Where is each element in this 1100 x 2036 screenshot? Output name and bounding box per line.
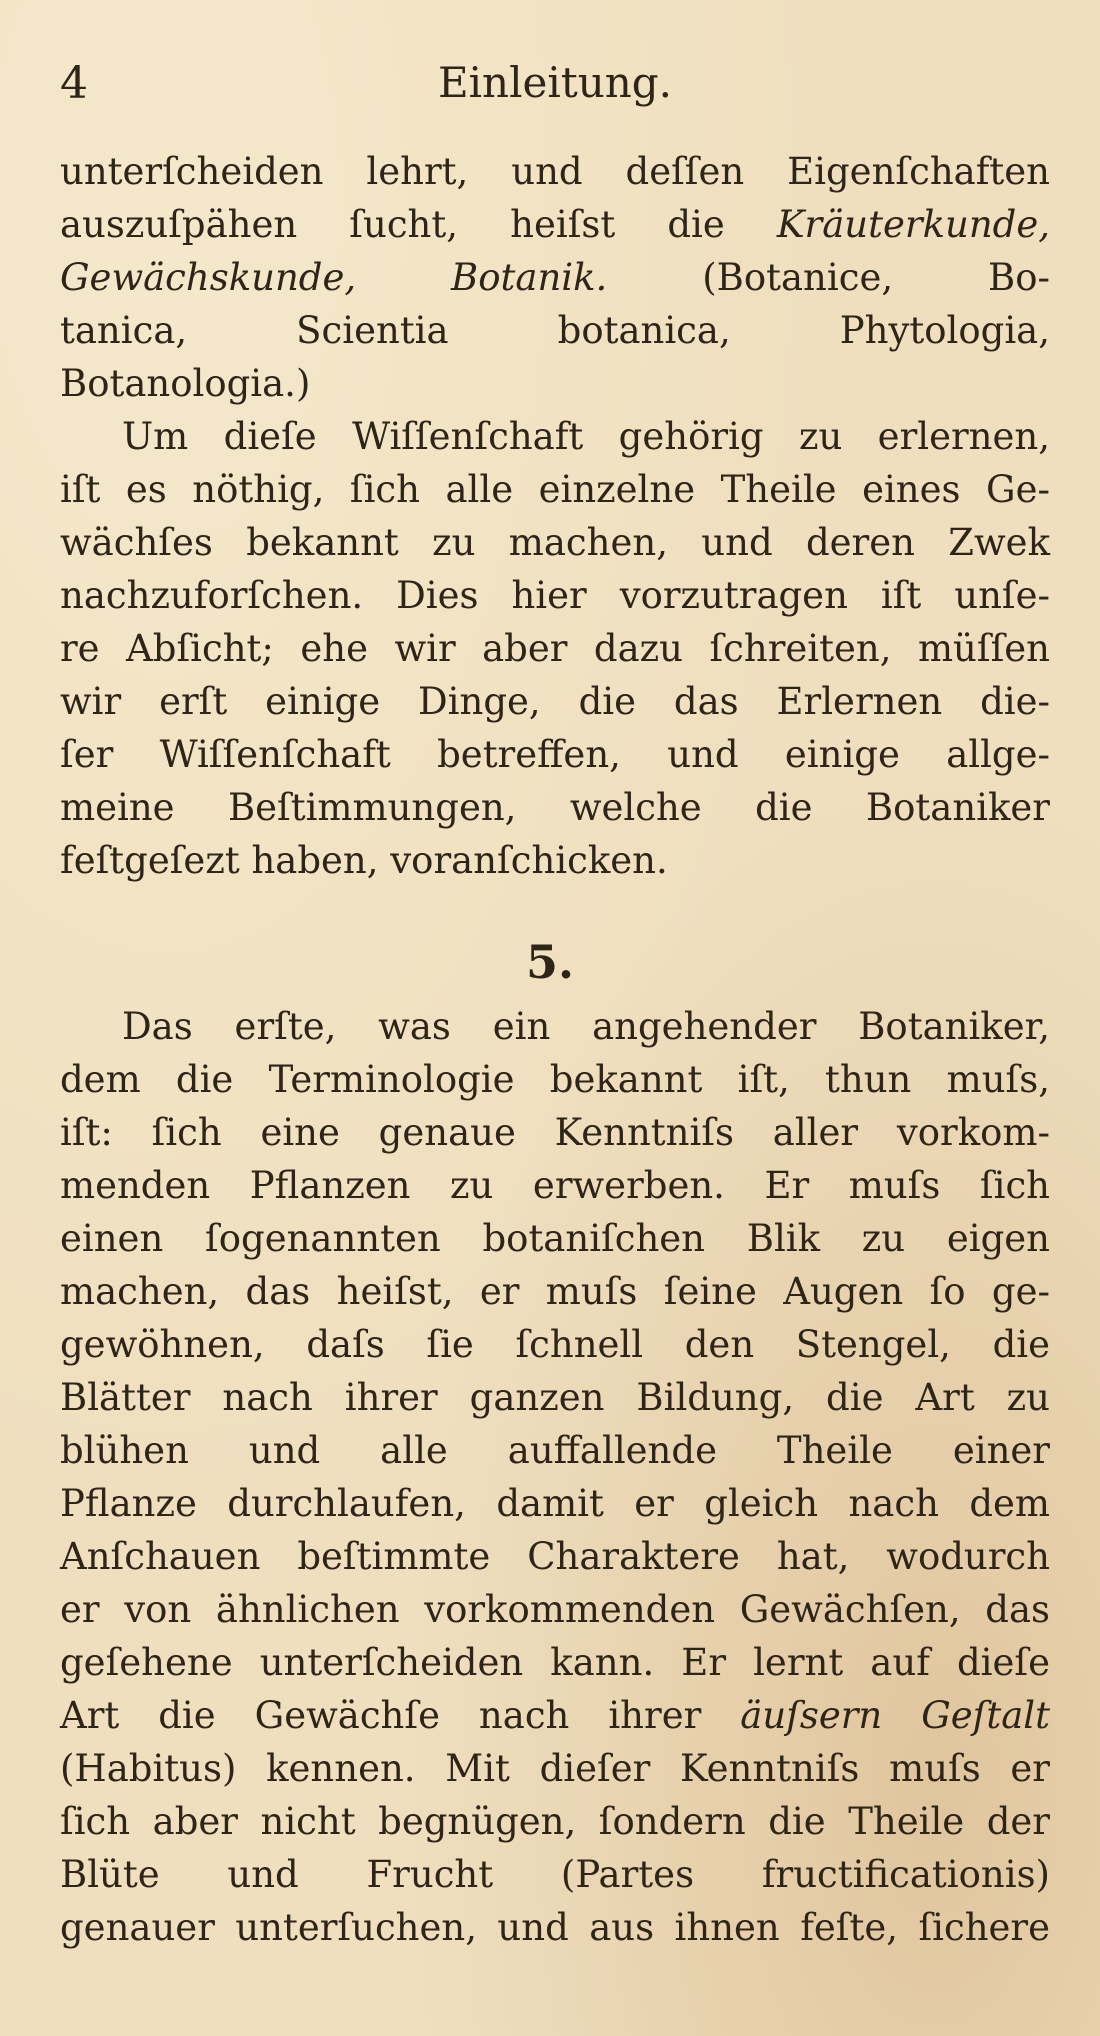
text-line: Anſchauen beſtimmte Charaktere hat, wodurch [60, 1535, 1050, 1578]
text-line: menden Pflanzen zu erwerben. Er muſs ſich [60, 1164, 1050, 1207]
text-line: unterſcheiden lehrt, und deſſen Eigenſchaften [60, 150, 1050, 193]
text-line: Das erſte, was ein angehender Botaniker, [122, 1005, 1050, 1048]
text-line: genauer unterſuchen, und aus ihnen feſte, ſichere [60, 1906, 1050, 1949]
text-line: (Habitus) kennen. Mit dieſer Kenntniſs muſs er [60, 1747, 1050, 1790]
text-line: Blätter nach ihrer ganzen Bildung, die Art zu [60, 1376, 1050, 1419]
section-number: 5. [525, 935, 575, 989]
page-number: 4 [60, 58, 88, 109]
text-line: tanica, Scientia botanica, Phytologia, [60, 309, 1050, 352]
text-line: wächſes bekannt zu machen, und deren Zwek [60, 521, 1050, 564]
text-line: geſehene unterſcheiden kann. Er lernt auf dieſe [60, 1641, 1050, 1684]
text-line: nachzuforſchen. Dies hier vorzutragen iſt unſe- [60, 574, 1050, 617]
text-line: re Abſicht; ehe wir aber dazu ſchreiten, müſſen [60, 627, 1050, 670]
text-line: Gewächskunde, Botanik. (Botanice, Bo- [60, 256, 1050, 299]
text-line: blühen und alle auffallende Theile einer [60, 1429, 1050, 1472]
text-line: Botanologia.) [60, 362, 311, 405]
text-line: iſt: ſich eine genaue Kenntniſs aller vorkom- [60, 1111, 1050, 1154]
text-line: auszuſpähen ſucht, heiſst die Kräuterkunde, [60, 203, 1050, 246]
text-line: iſt es nöthig, ſich alle einzelne Theile eines Ge- [60, 468, 1050, 511]
paragraph-botany-definition [60, 145, 1050, 887]
text-line: feſtgeſezt haben, voranſchicken. [60, 839, 668, 882]
text-line: ſich aber nicht begnügen, ſondern die Theile der [60, 1800, 1050, 1843]
page-header [60, 58, 1050, 118]
running-title: Einleitung. [437, 58, 673, 107]
text-line: einen ſogenannten botaniſchen Blik zu eigen [60, 1217, 1050, 1260]
text-line: dem die Terminologie bekannt iſt, thun muſs, [60, 1058, 1050, 1101]
text-line: Um dieſe Wiſſenſchaft gehörig zu erlernen, [122, 415, 1050, 458]
text-line: meine Beſtimmungen, welche die Botaniker [60, 786, 1050, 829]
paragraph-botanical-eye [60, 1000, 1050, 1954]
text-line: gewöhnen, daſs ſie ſchnell den Stengel, die [60, 1323, 1050, 1366]
text-line: ſer Wiſſenſchaft betreffen, und einige allge- [60, 733, 1050, 776]
text-line: machen, das heiſst, er muſs ſeine Augen ſo ge- [60, 1270, 1050, 1313]
text-line: Pflanze durchlaufen, damit er gleich nach dem [60, 1482, 1050, 1525]
text-line: Art die Gewächſe nach ihrer äuſsern Geſtalt [60, 1694, 1050, 1737]
text-line: wir erſt einige Dinge, die das Erlernen die- [60, 680, 1050, 723]
text-line: er von ähnlichen vorkommenden Gewächſen, das [60, 1588, 1050, 1631]
text-line: Blüte und Frucht (Partes fructificationis) [60, 1853, 1050, 1896]
